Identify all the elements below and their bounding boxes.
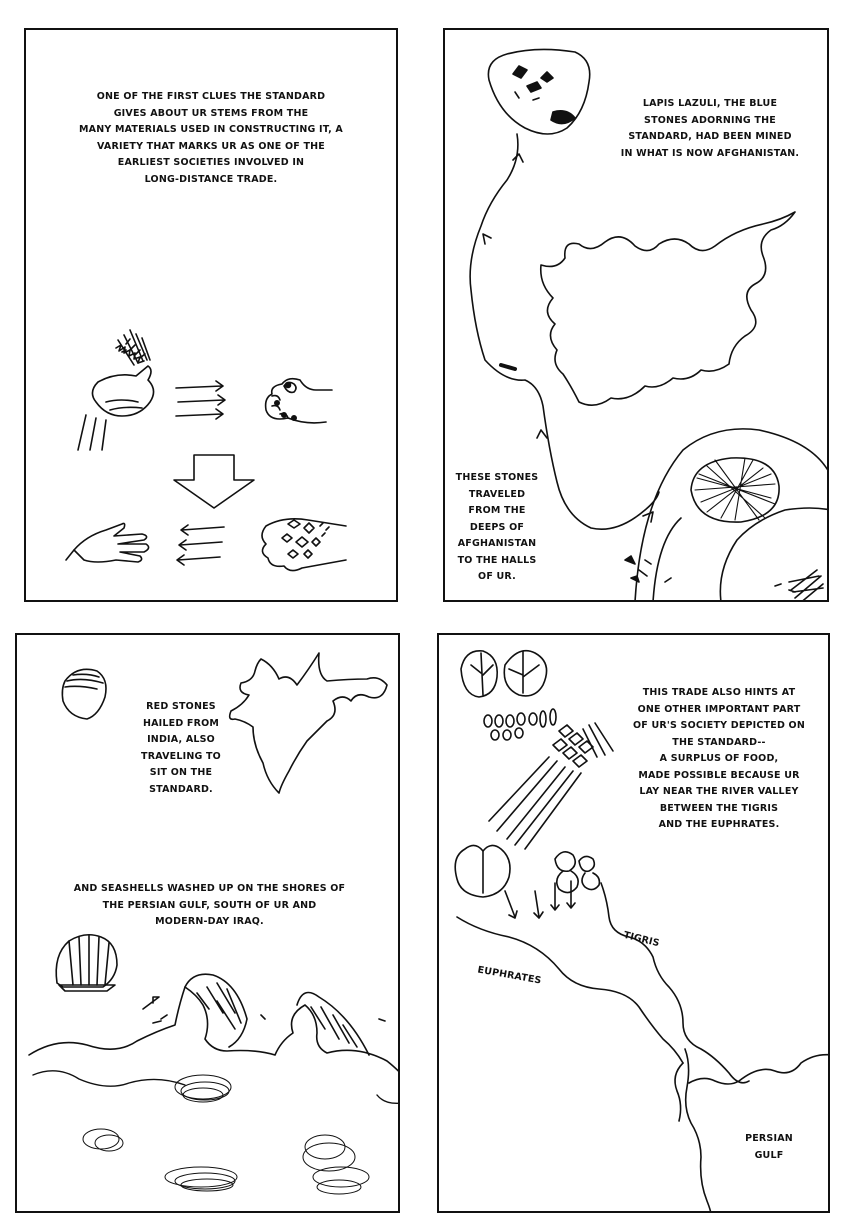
food-leaves-icon: [461, 651, 547, 697]
caption-line: EARLIEST SOCIETIES INVOLVED IN: [117, 157, 305, 168]
vegetables-icon: [455, 845, 599, 897]
caption-line: OF UR'S SOCIETY DEPICTED ON: [633, 720, 805, 731]
food-surplus-map-illustration: [439, 635, 830, 1213]
caption-line: RED STONES: [146, 701, 216, 712]
caption-line: LONG-DISTANCE TRADE.: [144, 173, 278, 185]
trade-route-line: [470, 134, 659, 529]
arrows-left-icon: [177, 525, 224, 565]
arrows-down-icon: [505, 881, 575, 918]
trade-cycle-illustration: [26, 30, 398, 602]
caption-line: OF UR.: [478, 571, 516, 582]
lapis-stone-icon: [488, 49, 589, 134]
caption-line: IN WHAT IS NOW AFGHANISTAN.: [620, 147, 800, 159]
flat-hand-icon: [66, 524, 149, 563]
india-map-outline: [230, 653, 387, 793]
caption-line: INDIA, ALSO: [147, 734, 215, 745]
caption-line: TRAVELED: [468, 488, 526, 500]
caption-line: PERSIAN: [745, 1133, 793, 1144]
caption-line: ONE OTHER IMPORTANT PART: [637, 703, 801, 715]
caption-line: GIVES ABOUT UR STEMS FROM THE: [113, 107, 309, 119]
shatt-al-arab-river: [685, 1049, 711, 1213]
caption-line: STANDARD.: [149, 783, 213, 795]
euphrates-label: EUPHRATES: [476, 964, 543, 987]
arrows-right-icon: [176, 381, 225, 419]
afghanistan-map-outline: [541, 212, 795, 405]
caption-line: DEEPS OF: [469, 521, 525, 533]
rocks-scribble-icon: [33, 1071, 400, 1194]
down-arrow-icon: [174, 455, 254, 508]
hand-with-gems-icon: [262, 519, 346, 571]
caption-line: BETWEEN THE TIGRIS: [659, 802, 779, 814]
caption-line: THE PERSIAN GULF, SOUTH OF UR AND: [102, 899, 317, 911]
gulf-coastline: [689, 1055, 830, 1084]
caption-line: MADE POSSIBLE BECAUSE UR: [638, 769, 800, 781]
caption-line: AND THE EUPHRATES.: [658, 819, 780, 830]
tigris-river: [601, 883, 749, 1083]
wheat-in-hand-icon: [78, 330, 154, 450]
caption-line: TRAVELING TO: [141, 750, 221, 762]
red-stone-icon: [62, 669, 106, 719]
caption-line: AFGHANISTAN: [457, 538, 537, 549]
caption-line: A SURPLUS OF FOOD,: [659, 753, 779, 764]
caption-line: THESE STONES: [455, 472, 539, 483]
lapis-route-illustration: [445, 30, 829, 602]
seashell-icon: [56, 935, 117, 991]
grains-icon: [484, 709, 556, 740]
caption-line: ONE OF THE FIRST CLUES THE STANDARD: [96, 91, 326, 102]
panel-red-stones-seashells: [15, 633, 400, 1213]
caption-line: AND SEASHELLS WASHED UP ON THE SHORES OF: [73, 883, 346, 894]
caption-line: LAPIS LAZULI, THE BLUE: [642, 98, 778, 109]
ocean-waves-icon: [29, 974, 400, 1075]
caption-line: SIT ON THE: [149, 767, 213, 778]
caption-line: HAILED FROM: [142, 717, 220, 729]
euphrates-river: [457, 917, 683, 1063]
caption-line: FROM THE: [468, 505, 526, 516]
caption-line: MANY MATERIALS USED IN CONSTRUCTING IT, A: [79, 124, 343, 135]
caption-line: MODERN-DAY IRAQ.: [155, 916, 264, 927]
caption-line: THIS TRADE ALSO HINTS AT: [642, 687, 796, 698]
caption-line: STANDARD, HAD BEEN MINED: [628, 131, 792, 142]
mine-entrance-icon: [625, 429, 829, 602]
tigris-label: TIGRIS: [622, 929, 661, 950]
open-hand-icon: [266, 379, 332, 423]
caption-line: THE STANDARD--: [672, 736, 766, 748]
caption-line: STONES ADORNING THE: [644, 114, 776, 126]
caption-line: VARIETY THAT MARKS UR AS ONE OF THE: [97, 140, 325, 152]
panel-lapis-lazuli: [443, 28, 829, 602]
caption-line: LAY NEAR THE RIVER VALLEY: [639, 786, 799, 797]
panel-trade-intro: [24, 28, 398, 602]
wheat-sheaf-icon: [489, 723, 613, 849]
panel-food-surplus: [437, 633, 830, 1213]
red-stones-seashells-illustration: [17, 635, 400, 1213]
caption-line: GULF: [754, 1149, 784, 1161]
caption-line: TO THE HALLS: [457, 554, 537, 566]
